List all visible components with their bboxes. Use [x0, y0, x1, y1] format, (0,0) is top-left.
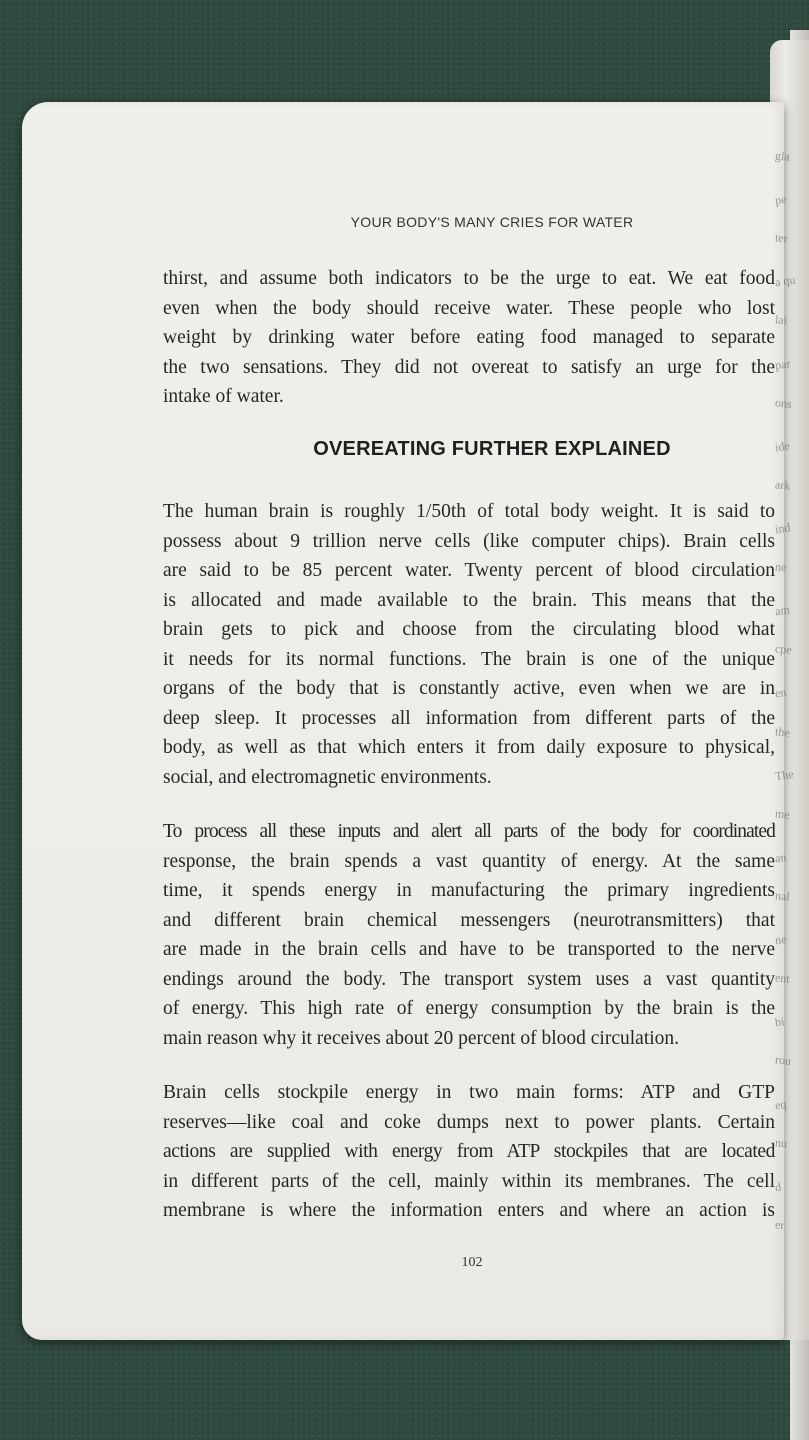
facing-page-fragment: ne	[774, 559, 788, 575]
facing-page-fragment: eq	[774, 1096, 788, 1112]
facing-page-fragment: ent	[774, 970, 791, 986]
text-line: body, as well as that which enters it from daily exposure to physical,	[163, 737, 775, 758]
facing-page-fragment: par	[774, 355, 792, 372]
facing-page-fragment: an	[774, 849, 788, 866]
facing-page-fragment: am	[774, 602, 791, 619]
facing-page-fragment: lai	[774, 312, 788, 328]
text-line: membrane is where the information enters and where an action is	[163, 1200, 775, 1221]
facing-page-fragment: me	[774, 806, 791, 822]
text-line: even when the body should receive water. These people who lost	[163, 297, 775, 319]
text-line: endings around the body. The transport system uses a vast quantity	[163, 968, 775, 990]
text-line: organs of the body that is constantly active, even when we are in	[163, 678, 775, 699]
page-number: 102	[461, 1255, 483, 1270]
paragraph-4	[163, 1078, 775, 1226]
facing-page-fragment: er	[774, 1217, 786, 1233]
text-line: social, and electromagnetic environments.	[163, 766, 492, 788]
text-line: is allocated and made available to the brain. This means that the	[163, 589, 775, 611]
text-line: in different parts of the cell, mainly within its membranes. The cell	[163, 1170, 775, 1192]
text-line: reserves—like coal and coke dumps next to power plants. Certain	[163, 1111, 775, 1133]
text-line: weight by drinking water before eating food managed to separate	[163, 327, 775, 348]
text-line: intake of water.	[163, 386, 284, 407]
text-line: time, it spends energy in manufacturing the primary ingredients	[163, 880, 775, 901]
text-line: of energy. This high rate of energy consumption by the brain is the	[163, 998, 775, 1019]
paragraph-1	[163, 264, 775, 412]
text-line: are said to be 85 percent water. Twenty percent of blood circulation	[163, 560, 775, 581]
text-line: The human brain is roughly 1/50th of total body weight. It is said to	[163, 501, 775, 522]
facing-page-fragment: ne	[774, 931, 788, 948]
facing-page-fragment: ind	[774, 520, 792, 537]
text-line: are made in the brain cells and have to be transported to the nerve	[163, 939, 775, 960]
facing-page-fragment: en	[774, 685, 788, 701]
facing-page-fragment: ark	[774, 477, 792, 493]
facing-page-fragment: nu	[774, 1134, 788, 1151]
facing-page-fragment: bi	[774, 1014, 786, 1030]
section-heading: OVEREATING FURTHER EXPLAINED	[313, 438, 671, 460]
text-line: and different brain chemical messengers (neurotransmitters) that	[163, 909, 775, 931]
book-page	[22, 102, 784, 1340]
facing-page-fragment: a qu	[774, 272, 797, 290]
text-line: thirst, and assume both indicators to be the urge to eat. We eat food	[163, 268, 775, 289]
text-line: deep sleep. It processes all information from different parts of the	[163, 707, 775, 729]
facing-page-fragment: The	[774, 766, 795, 783]
facing-page-fragment: nal	[774, 888, 791, 904]
facing-page-fragment: gla	[774, 148, 791, 164]
facing-page-fragment: ide	[774, 438, 791, 455]
text-line: possess about 9 trillion nerve cells (like computer chips). Brain cells	[163, 530, 775, 552]
text-line: Brain cells stockpile energy in two main forms: ATP and GTP	[163, 1082, 775, 1103]
paragraph-3	[163, 817, 775, 1053]
facing-page-fragment: cpe	[774, 641, 793, 658]
facing-page-fragment: the	[774, 723, 791, 740]
facing-page-fragment: pe	[774, 191, 788, 208]
text-line: the two sensations. They did not overeat to satisfy an urge for the	[163, 356, 775, 378]
facing-page-fragment: d	[774, 1179, 783, 1195]
facing-page-fragment: ons	[774, 394, 793, 411]
text-line: brain gets to pick and choose from the circulating blood what	[163, 619, 775, 640]
text-line: actions are supplied with energy from ATP stockpiles that are located	[163, 1141, 775, 1162]
running-head: YOUR BODY'S MANY CRIES FOR WATER	[350, 214, 634, 230]
text-line: main reason why it receives about 20 percent of blood circulation.	[163, 1027, 680, 1049]
text-line: it needs for its normal functions. The brain is one of the unique	[163, 648, 775, 670]
facing-page-fragment: ter	[774, 230, 789, 246]
paragraph-2	[163, 497, 775, 792]
text-line: response, the brain spends a vast quantity of energy. At the same	[163, 850, 775, 872]
facing-page-fragment: rou	[774, 1052, 792, 1069]
text-line: To process all these inputs and alert all parts of the body for coordinated	[163, 821, 775, 842]
